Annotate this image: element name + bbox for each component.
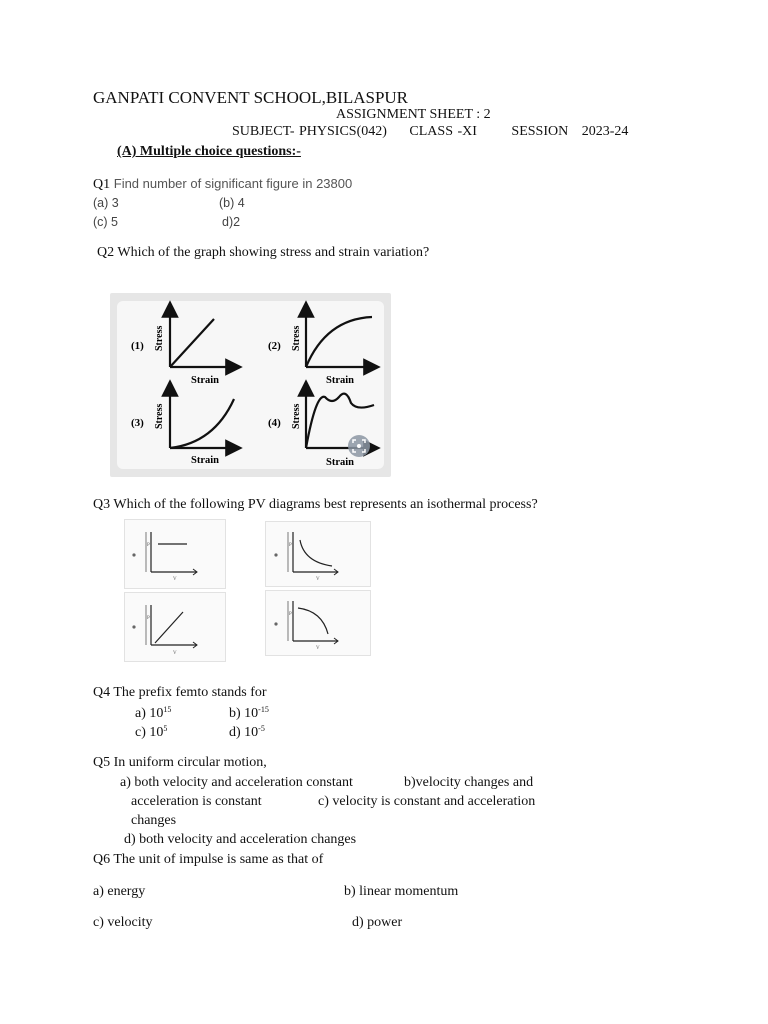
q5-option-c-cont: changes	[131, 813, 177, 828]
pv-diagram-b	[124, 592, 226, 662]
pv-diagram-a	[124, 519, 226, 589]
q5-option-c: c) velocity is constant and acceleration	[318, 794, 536, 809]
q5-option-d: d) both velocity and acceleration changes	[124, 832, 357, 847]
graph-2-ylabel: Stress	[291, 325, 302, 351]
pv-b-p-label: P	[147, 616, 150, 621]
q5-option-b: b)velocity changes and	[404, 775, 534, 790]
graph-2-xlabel: Strain	[326, 375, 355, 386]
question-6-text: Q6 The unit of impulse is same as that of	[93, 852, 324, 867]
q4-option-c: c) $10^5$	[135, 724, 168, 740]
q4-option-d: d) $10^{-5}$	[229, 724, 265, 740]
q5-option-a: a) both velocity and acceleration constant	[120, 775, 353, 790]
class-label: CLASS -XI	[409, 124, 477, 139]
q6-option-a: a) energy	[93, 884, 146, 899]
q4-option-a: a) $10^{15}$	[135, 705, 172, 721]
graph-4-label: (4)	[268, 417, 281, 429]
graph-2	[268, 309, 372, 386]
graph-2-label: (2)	[268, 340, 281, 352]
pv-d-v-label: V	[316, 646, 320, 651]
subject-line	[232, 124, 646, 140]
pv-c-v-label: V	[316, 577, 320, 582]
question-1-number: Q1	[93, 177, 111, 192]
stress-strain-graph-figure	[110, 293, 391, 477]
q6-option-d: d) power	[352, 915, 403, 930]
section-title: (A) Multiple choice questions:-	[117, 144, 301, 159]
question-1-text: Find number of significant figure in 23800	[113, 176, 353, 191]
assignment-sheet-label: ASSIGNMENT SHEET : 2	[336, 107, 491, 122]
subject-label: SUBJECT- PHYSICS(042)	[232, 124, 387, 139]
question-4-text: Q4 The prefix femto stands for	[93, 685, 267, 700]
graph-1-label: (1)	[131, 340, 144, 352]
q1-option-c: (c) 5	[93, 215, 118, 229]
graph-4-xlabel: Strain	[326, 457, 355, 468]
graph-3	[131, 388, 234, 466]
q1-option-d: d)2	[222, 215, 241, 229]
session-label: SESSION 2023-24	[511, 124, 629, 139]
graph-3-xlabel: Strain	[191, 455, 220, 466]
pv-diagram-c	[265, 521, 371, 587]
pv-d-p-label: P	[289, 612, 292, 617]
q1-option-b: (b) 4	[219, 196, 245, 210]
pv-diagram-d	[265, 590, 371, 656]
graph-4-ylabel: Stress	[291, 403, 302, 429]
pv-b-v-label: V	[173, 651, 177, 656]
question-1	[93, 176, 352, 193]
q1-option-a: (a) 3	[93, 196, 119, 210]
q6-option-c: c) velocity	[93, 915, 153, 930]
q4-option-b: b) $10^{-15}$	[229, 705, 269, 721]
graph-1	[131, 309, 234, 386]
stress-strain-graphs	[110, 293, 391, 477]
pv-c-p-label: P	[289, 543, 292, 548]
pv-a-p-label: P	[147, 543, 150, 548]
question-2-text: Q2 Which of the graph showing stress and strain variation?	[97, 245, 430, 260]
q6-option-b: b) linear momentum	[344, 884, 459, 899]
question-3-text: Q3 Which of the following PV diagrams best represents an isothermal process?	[93, 497, 538, 512]
pv-a-v-label: V	[173, 577, 177, 582]
question-5-text: Q5 In uniform circular motion,	[93, 755, 267, 770]
graph-1-ylabel: Stress	[154, 325, 165, 351]
graph-1-xlabel: Strain	[191, 375, 220, 386]
school-name: GANPATI CONVENT SCHOOL,BILASPUR	[93, 88, 409, 107]
q5-option-b-cont: acceleration is constant	[131, 794, 262, 809]
lens-scan-icon[interactable]	[348, 435, 370, 457]
graph-3-label: (3)	[131, 417, 144, 429]
graph-3-ylabel: Stress	[154, 403, 165, 429]
